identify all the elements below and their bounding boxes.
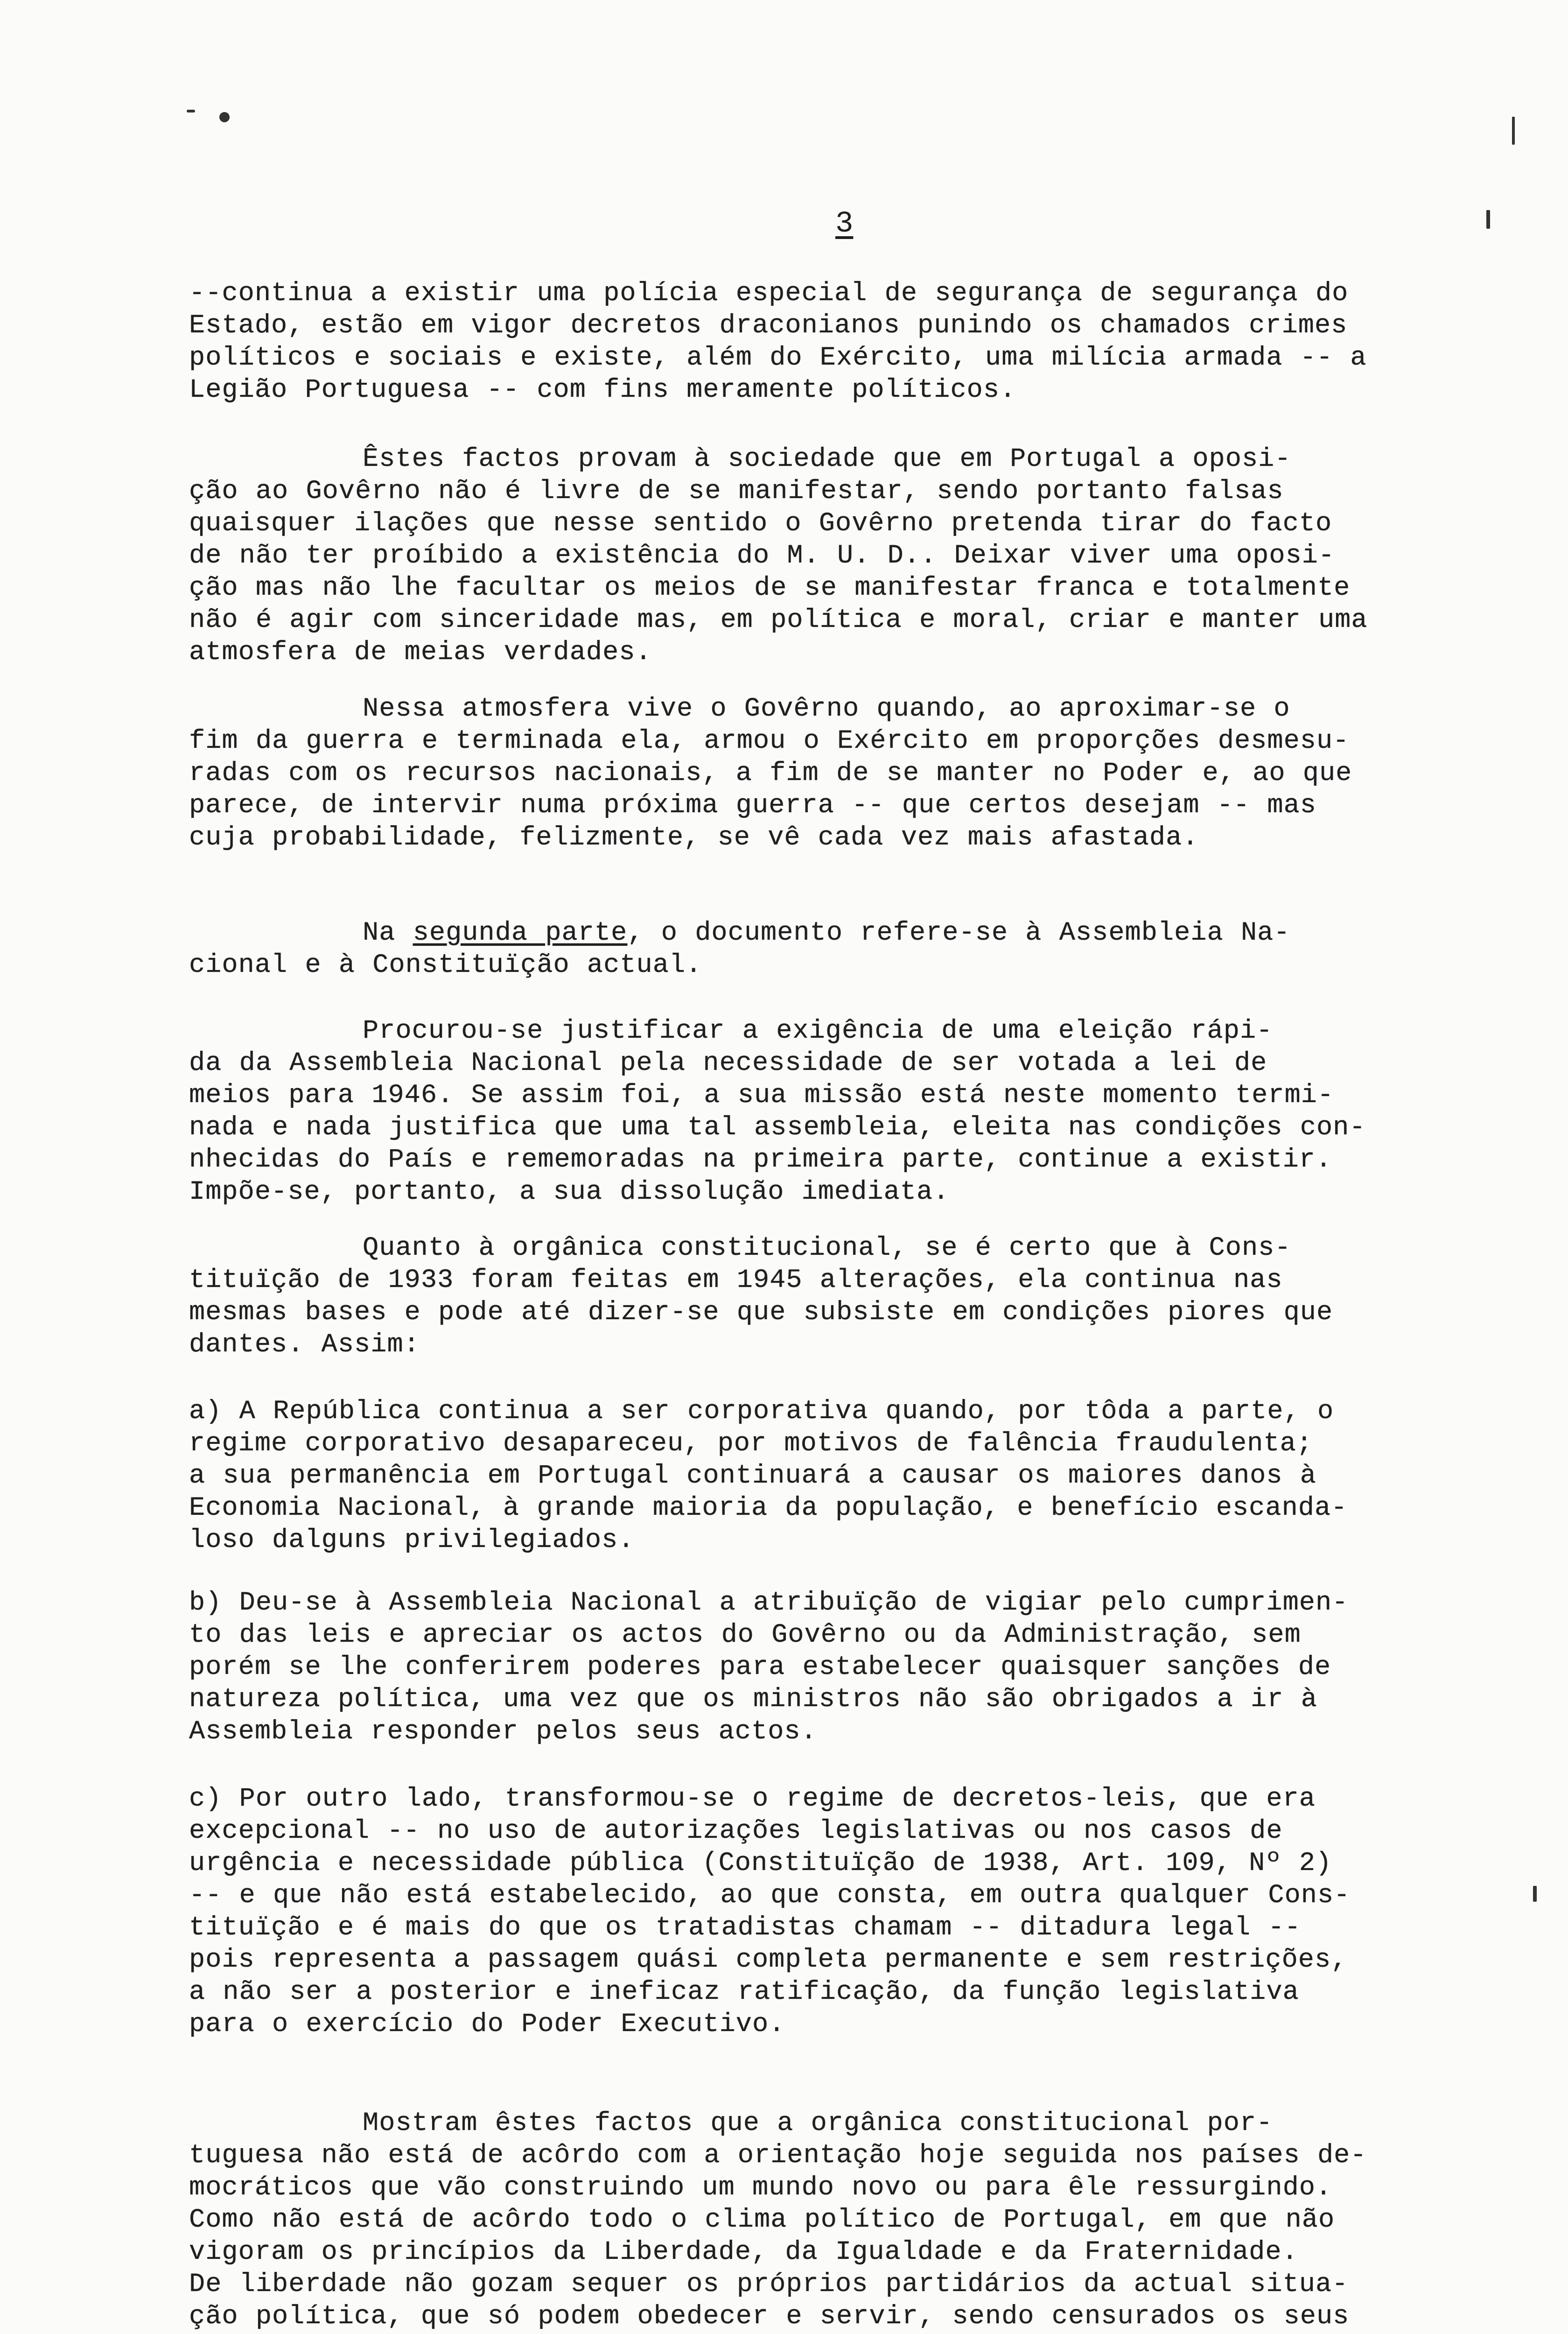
- paragraph: [189, 278, 1510, 407]
- text-line: --continua a existir uma polícia especial de segurança de segurança do: [189, 279, 1349, 309]
- text-line: dantes. Assim:: [189, 1330, 420, 1360]
- paragraph: [189, 693, 1510, 854]
- paragraph: [189, 1015, 1510, 1209]
- text-fragment: , o documento refere-se à Assembleia Na-: [627, 918, 1290, 948]
- text-line: porém se lhe conferirem poderes para estabelecer quaisquer sanções de: [189, 1652, 1331, 1682]
- text-line: Quanto à orgânica constitucional, se é certo que à Cons-: [189, 1233, 1291, 1263]
- text-line: natureza política, uma vez que os ministros não são obrigados a ir à: [189, 1685, 1317, 1715]
- text-line: a não ser a posterior e ineficaz ratificação, da função legislativa: [189, 1977, 1299, 2007]
- text-line: ção mas não lhe facultar os meios de se manifestar franca e totalmente: [189, 573, 1351, 603]
- text-line: mesmas bases e pode até dizer-se que subsiste em condições piores que: [189, 1298, 1333, 1328]
- text-line: quaisquer ilações que nesse sentido o Govêrno pretenda tirar do facto: [189, 509, 1332, 539]
- text-line: fim da guerra e terminada ela, armou o Exército em proporções desmesu-: [189, 726, 1350, 756]
- ink-speck: [219, 112, 230, 122]
- text-line: nhecidas do País e rememoradas na primeira parte, continue a existir.: [189, 1145, 1332, 1175]
- text-line: Nessa atmosfera vive o Govêrno quando, ao aproximar-se o: [189, 694, 1290, 724]
- text-line: cuja probabilidade, felizmente, se vê cada vez mais afastada.: [189, 823, 1199, 853]
- text-line: pois representa a passagem quási completa permanente e sem restrições,: [189, 1945, 1348, 1975]
- text-line: nada e nada justifica que uma tal assembleia, eleita nas condições con-: [189, 1113, 1366, 1143]
- text-line: não é agir com sinceridade mas, em política e moral, criar e manter uma: [189, 605, 1368, 635]
- ink-speck: [1486, 210, 1490, 229]
- text-line: mocráticos que vão construindo um mundo novo ou para êle ressurgindo.: [189, 2173, 1332, 2203]
- text-line: a) A República continua a ser corporativa quando, por tôda a parte, o: [189, 1397, 1334, 1427]
- text-line: Economia Nacional, à grande maioria da população, e benefício escanda-: [189, 1493, 1348, 1523]
- text-line: excepcional -- no uso de autorizações legislativas ou nos casos de: [189, 1816, 1283, 1846]
- text-line: cional e à Constituïção actual.: [189, 950, 702, 980]
- text-line: c) Por outro lado, transformou-se o regime de decretos-leis, que era: [189, 1784, 1316, 1814]
- paragraph: [189, 443, 1510, 669]
- paragraph: [189, 2108, 1510, 2334]
- text-line: radas com os recursos nacionais, a fim de se manter no Poder e, ao que: [189, 759, 1352, 788]
- text-line: Assembleia responder pelos seus actos.: [189, 1717, 817, 1747]
- paragraph: [189, 917, 1510, 982]
- list-item-c: [189, 1783, 1510, 2041]
- text-line: Procurou-se justificar a exigência de uma eleição rápi-: [189, 1016, 1273, 1046]
- list-item-a: [189, 1396, 1510, 1557]
- text-line: meios para 1946. Se assim foi, a sua missão está neste momento termi-: [189, 1081, 1334, 1111]
- text-line: Legião Portuguesa -- com fins meramente políticos.: [189, 375, 1016, 405]
- text-line: tuguesa não está de acôrdo com a orientação hoje seguida nos países de-: [189, 2141, 1367, 2171]
- text-line: tituïção e é mais do que os tratadistas chamam -- ditadura legal --: [189, 1913, 1301, 1943]
- ink-speck: [1512, 117, 1515, 145]
- text-line: Mostram êstes factos que a orgânica constitucional por-: [189, 2109, 1273, 2138]
- text-line: para o exercício do Poder Executivo.: [189, 2010, 785, 2039]
- text-line: da da Assembleia Nacional pela necessidade de ser votada a lei de: [189, 1048, 1267, 1078]
- text-line: regime corporativo desapareceu, por motivos de falência fraudulenta;: [189, 1429, 1313, 1459]
- text-fragment: Na: [189, 918, 413, 948]
- text-line: b) Deu-se à Assembleia Nacional a atribuïção de vigiar pelo cumprimen-: [189, 1588, 1349, 1618]
- text-line: vigoram os princípios da Liberdade, da Igualdade e da Fraternidade.: [189, 2237, 1298, 2267]
- text-line: ção ao Govêrno não é livre de se manifestar, sendo portanto falsas: [189, 477, 1284, 506]
- text-line: atmosfera de meias verdades.: [189, 638, 652, 668]
- page-number: 3: [835, 207, 854, 241]
- underlined-phrase: segunda parte: [413, 918, 628, 948]
- text-line: [189, 917, 1510, 949]
- text-line: urgência e necessidade pública (Constituïção de 1938, Art. 109, Nº 2): [189, 1849, 1332, 1878]
- text-line: loso dalguns privilegiados.: [189, 1526, 635, 1555]
- text-line: Êstes factos provam à sociedade que em Portugal a oposi-: [189, 444, 1291, 474]
- list-item-b: [189, 1587, 1510, 1748]
- ink-speck: [187, 110, 195, 112]
- text-line: Estado, estão em vigor decretos draconianos punindo os chamados crimes: [189, 311, 1348, 341]
- text-line: Impõe-se, portanto, a sua dissolução imediata.: [189, 1177, 950, 1207]
- text-line: a sua permanência em Portugal continuará a causar os maiores danos à: [189, 1461, 1316, 1491]
- text-line: -- e que não está estabelecido, ao que consta, em outra qualquer Cons-: [189, 1881, 1351, 1911]
- text-line: de não ter proíbido a existência do M. U. D.. Deixar viver uma oposi-: [189, 541, 1335, 571]
- text-line: tituïção de 1933 foram feitas em 1945 alterações, ela continua nas: [189, 1265, 1283, 1295]
- ink-speck: [1533, 1886, 1537, 1902]
- text-line: ção política, que só podem obedecer e servir, sendo censurados os seus: [189, 2302, 1350, 2332]
- text-line: to das leis e apreciar os actos do Govêrno ou da Administração, sem: [189, 1620, 1301, 1650]
- text-line: Como não está de acôrdo todo o clima político de Portugal, em que não: [189, 2205, 1335, 2235]
- text-line: políticos e sociais e existe, além do Exército, uma milícia armada -- a: [189, 343, 1367, 373]
- paragraph: [189, 1232, 1510, 1361]
- text-line: De liberdade não gozam sequer os próprios partidários da actual situa-: [189, 2270, 1349, 2299]
- text-line: parece, de intervir numa próxima guerra -- que certos desejam -- mas: [189, 791, 1316, 821]
